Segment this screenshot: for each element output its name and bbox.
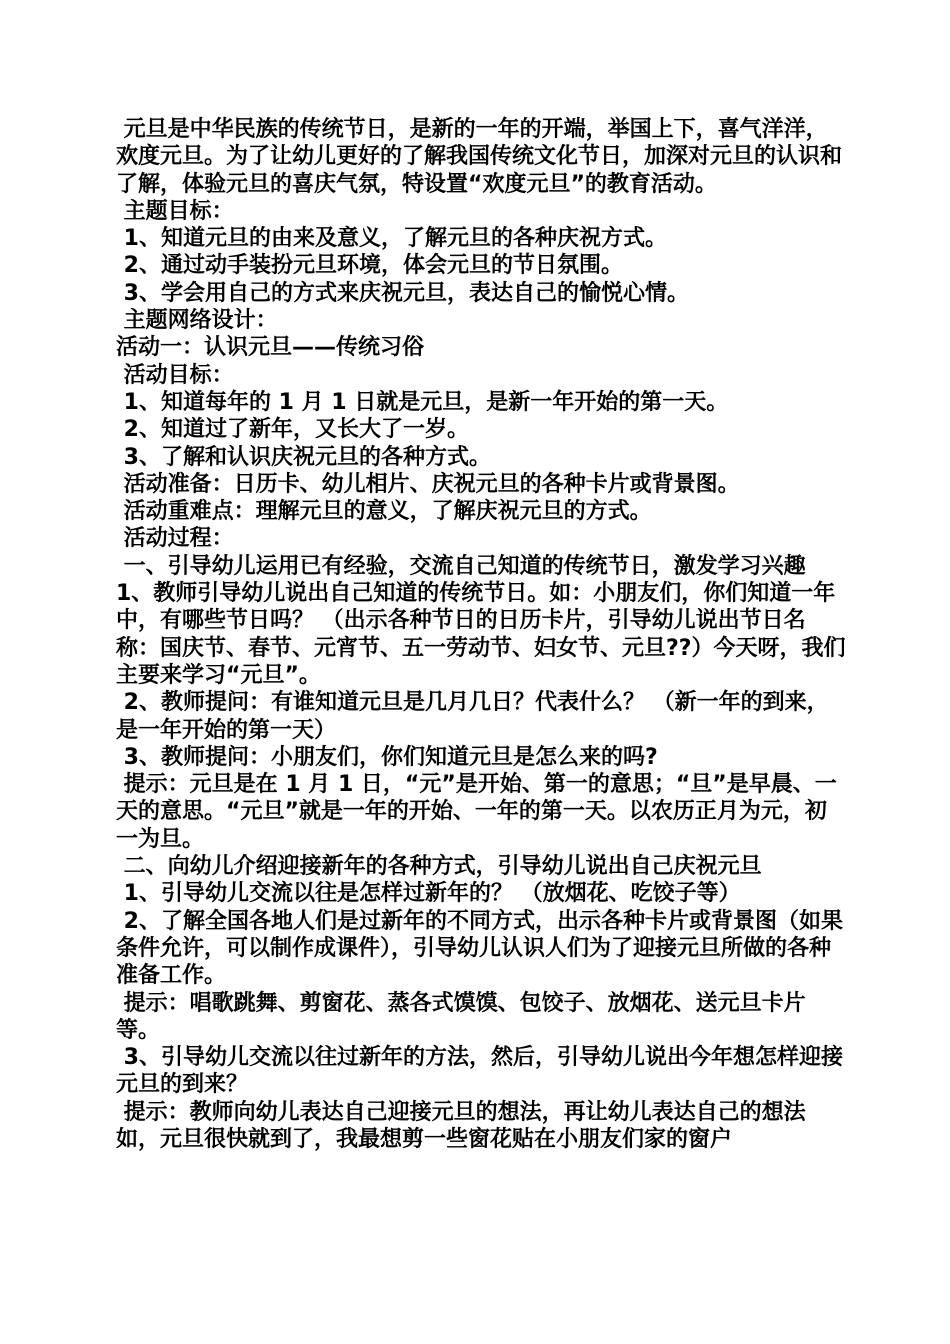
activity-goal-item-2: 2、知道过了新年，又长大了一岁。 (116, 417, 469, 443)
theme-goal-item-3: 3、学会用自己的方式来庆祝元旦，表达自己的愉悦心情。 (116, 280, 689, 306)
heading-theme-network: 主题网络设计： (116, 308, 278, 334)
activity-key-points: 活动重难点：理解元旦的意义，了解庆祝元旦的方式。 (116, 499, 652, 525)
heading-theme-goals: 主题目标： (116, 198, 234, 224)
process-step-two-item-2: 2、了解全国各地人们是过新年的不同方式，出示各种卡片或背景图（如果条件允许，可以制作成课件），引导幼儿认识人们为了迎接元旦所做的各种准备工作。 (116, 908, 843, 989)
process-step-one-heading: 一、引导幼儿运用已有经验，交流自己知道的传统节日，激发学习兴趣 (116, 553, 806, 579)
heading-activity-goals: 活动目标： (116, 362, 234, 388)
intro-paragraph: 元旦是中华民族的传统节日，是新的一年的开端，举国上下，喜气洋洋，欢度元旦。为了让幼儿更好的了解我国传统文化节日，加深对元旦的认识和了解，体验元旦的喜庆气氛，特设置“欢度元旦”的教育活动。 (116, 117, 843, 197)
heading-activity-process: 活动过程： (116, 526, 234, 552)
document-body (116, 116, 846, 1153)
process-step-two-item-3: 3、引导幼儿交流以往过新年的方法，然后，引导幼儿说出今年想怎样迎接元旦的到来？ (116, 1045, 843, 1098)
process-step-two-heading: 二、向幼儿介绍迎接新年的各种方式，引导幼儿说出自己庆祝元旦 (116, 854, 762, 880)
heading-activity-one: 活动一：认识元旦——传统习俗 (116, 335, 425, 361)
activity-preparation: 活动准备：日历卡、幼儿相片、庆祝元旦的各种卡片或背景图。 (116, 471, 740, 497)
process-step-two-item-1: 1、引导幼儿交流以往是怎样过新年的？ （放烟花、吃饺子等） (116, 881, 741, 907)
process-step-two-hint-1: 提示：唱歌跳舞、剪窗花、蒸各式馍馍、包饺子、放烟花、送元旦卡片等。 (116, 990, 806, 1043)
activity-goal-item-1: 1、知道每年的 1 月 1 日就是元旦，是新一年开始的第一天。 (116, 389, 729, 415)
process-step-one-item-3: 3、教师提问：小朋友们，你们知道元旦是怎么来的吗? (116, 744, 658, 770)
theme-goal-item-1: 1、知道元旦的由来及意义，了解元旦的各种庆祝方式。 (116, 226, 667, 252)
process-step-one-hint: 提示：元旦是在 1 月 1 日，“元”是开始、第一的意思；“旦”是早晨、一天的意思。“元旦”就是一年的开始、一年的第一天。以农历正月为元，初一为旦。 (116, 772, 837, 852)
process-step-two-hint-2: 提示：教师向幼儿表达自己迎接元旦的想法，再让幼儿表达自己的想法如，元旦很快就到了，我最想剪一些窗花贴在小朋友们家的窗户 (116, 1099, 806, 1152)
process-step-one-item-1: 1、教师引导幼儿说出自己知道的传统节日。如：小朋友们，你们知道一年中，有哪些节日吗？ （出示各种节日的日历卡片，引导幼儿说出节日名称：国庆节、春节、元宵节、五一劳动节、妇女节、元旦??）今天呀，我们主要来学习“元旦”。 (116, 581, 846, 688)
theme-goal-item-2: 2、通过动手装扮元旦环境，体会元旦的节日氛围。 (116, 253, 623, 279)
activity-goal-item-3: 3、了解和认识庆祝元旦的各种方式。 (116, 444, 491, 470)
process-step-one-item-2: 2、教师提问：有谁知道元旦是几月几日？代表什么？ （新一年的到来，是一年开始的第一天） (116, 690, 829, 743)
